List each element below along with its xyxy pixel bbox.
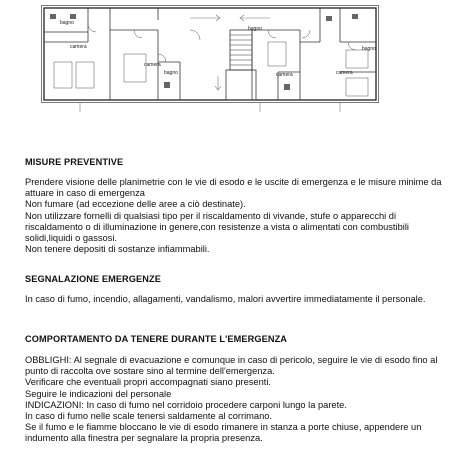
floor-plan	[40, 2, 380, 114]
room-label-camera-2: camera	[144, 62, 161, 68]
section-body-segnalazione: In caso di fumo, incendio, allagamenti, vandalismo, malori avvertire immediatamente il personale.	[25, 294, 426, 304]
room-label-bagno-1: bagno	[60, 20, 74, 26]
section-body-misure-preventive: Prendere visione delle planimetrie con le vie di esodo e le uscite di emergenza e le misure minime da attuare in caso di emergenza Non fumare (ad eccezione delle aree a ciò destinate). Non utilizzare fornelli di qualsiasi tipo per il riscaldamento di vivande, stufe o apparecchi di riscaldamento o di illuminazione in genere,con resistenze a vista o alimentati con combustibili solidi,liquidi o gassosi. Non tenere depositi di sostanze infiammabili.	[25, 177, 442, 255]
section-title-segnalazione: SEGNALAZIONE EMERGENZE	[25, 274, 161, 284]
room-label-camera-4: camera	[336, 70, 353, 76]
section-title-misure-preventive: MISURE PREVENTIVE	[25, 157, 124, 167]
section-body-comportamento: OBBLIGHI: Al segnale di evacuazione e comunque in caso di pericolo, seguire le vie di esodo fino al punto di raccolta ove sostare sino al termine dell'emergenza. Verificare che eventuali propri accompagnati siano presenti. Seguire le indicazioni del personale INDICAZIONI: In caso di fumo nel corridoio procedere carponi lungo la parete. In caso di fumo nelle scale tenersi saldamente al corrimano. Se il fumo e le fiamme bloccano le vie di esodo rimanere in stanza a porte chiuse, appendere un indumento alla finestra per segnalare la propria presenza.	[25, 355, 438, 444]
room-label-camera-1: camera	[70, 44, 87, 50]
section-title-comportamento: COMPORTAMENTO DA TENERE DURANTE L'EMERGENZA	[25, 334, 288, 344]
room-label-bagno-2: bagno	[164, 70, 178, 76]
room-label-camera-3: camera	[276, 72, 293, 78]
room-label-bagno-4: bagno	[362, 46, 376, 52]
room-label-bagno-3: bagno	[248, 26, 262, 32]
